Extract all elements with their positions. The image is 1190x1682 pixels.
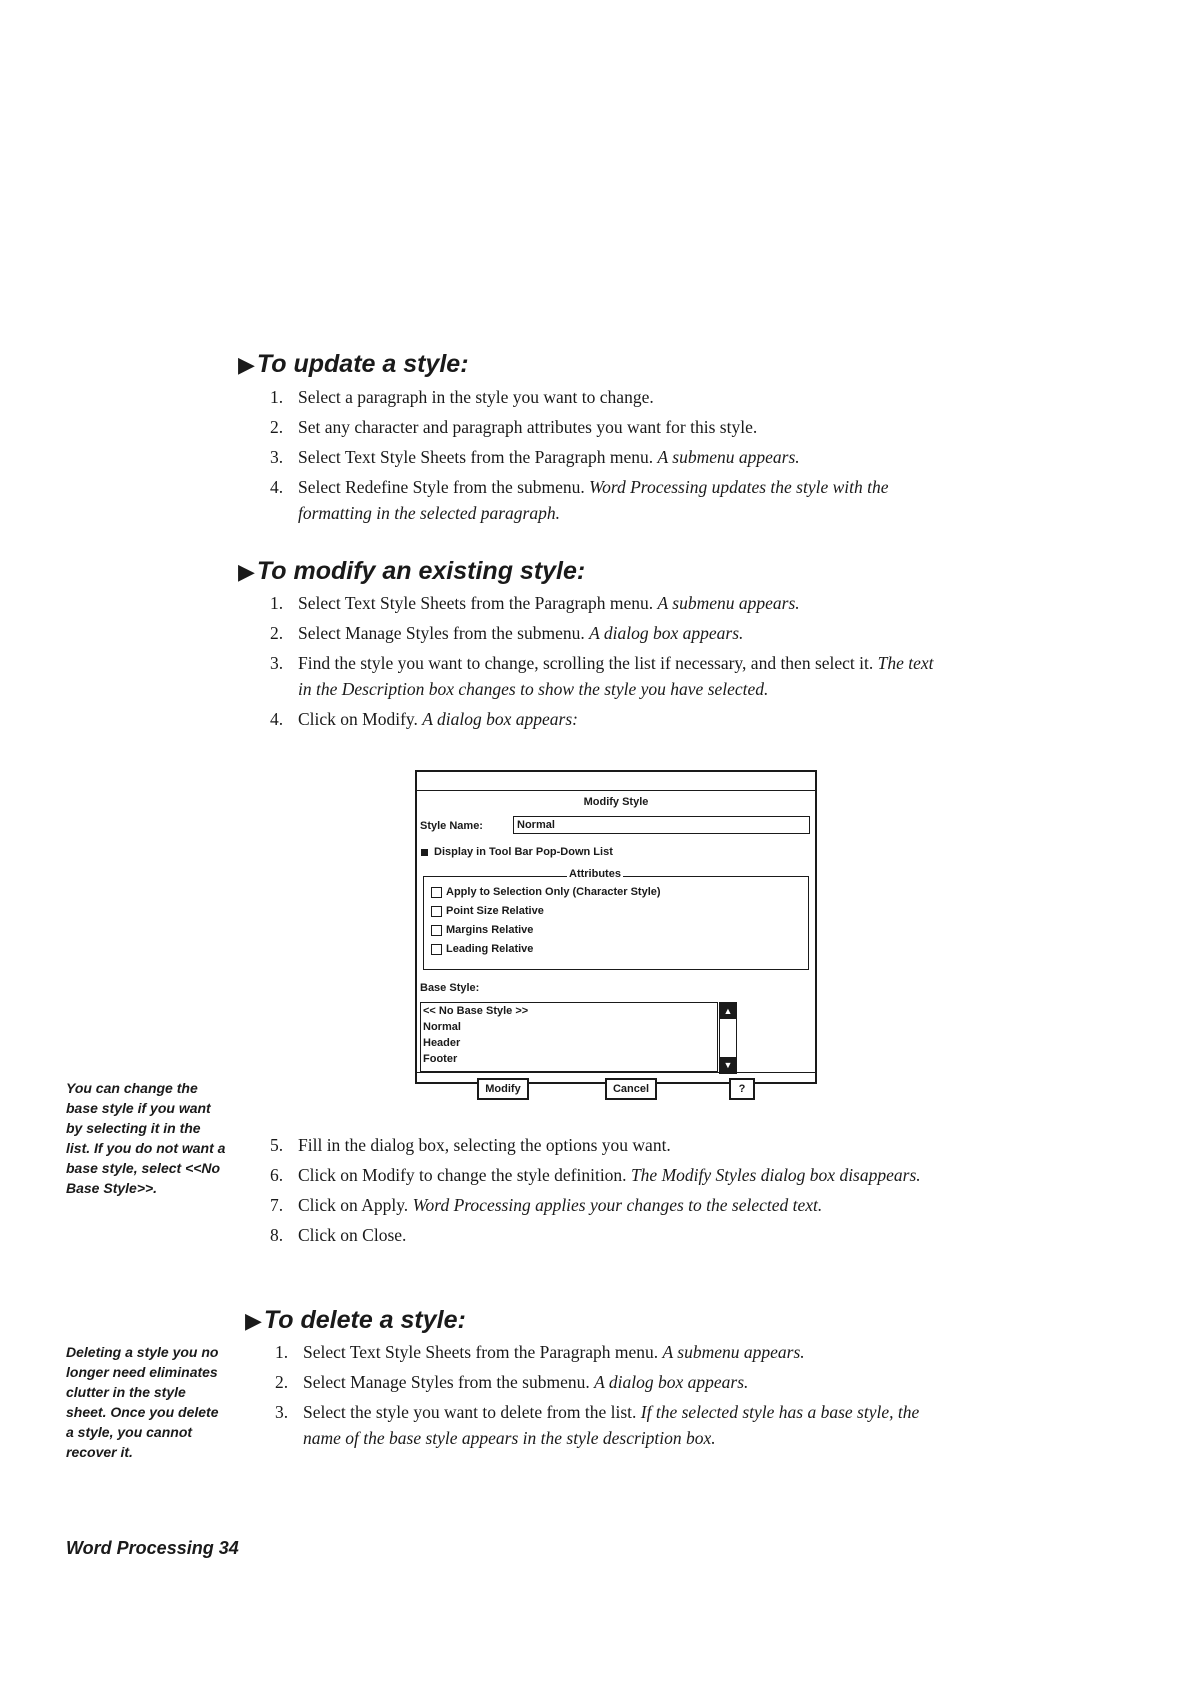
sidenote-base-style: You can change the base style if you want by selecting it in the list. If you do not want a base style, select <<No Base Style>>. [66, 1080, 226, 1196]
checkbox-checked-icon [421, 849, 428, 856]
list-item: 1. Select a paragraph in the style you want to change. [270, 387, 654, 407]
page-footer [66, 1538, 239, 1559]
checkbox-icon [431, 887, 442, 898]
heading-text: To delete a style: [263, 1306, 466, 1334]
base-style-label: Base Style: [420, 982, 480, 994]
margins-relative-checkbox[interactable]: Margins Relative [431, 924, 533, 936]
cancel-button[interactable]: Cancel [605, 1078, 657, 1100]
list-item: 2. Select Manage Styles from the submenu. A dialog box appears. [270, 623, 744, 643]
checkbox-icon [431, 944, 442, 955]
list-item: 6. Click on Modify to change the style definition. The Modify Styles dialog box disappears. [270, 1165, 921, 1185]
update-steps [270, 384, 950, 530]
checkbox-icon [431, 906, 442, 917]
list-item: 7. Click on Apply. Word Processing applies your changes to the selected text. [270, 1195, 823, 1215]
triangle-right-icon: ▶ [238, 558, 255, 584]
apply-to-selection-checkbox[interactable]: Apply to Selection Only (Character Style) [431, 886, 661, 898]
heading-text: To update a style: [256, 350, 469, 378]
dialog-title-bar [417, 790, 815, 791]
arrow-down-icon[interactable]: ▼ [720, 1057, 736, 1073]
list-item: 1. Select Text Style Sheets from the Paragraph menu. A submenu appears. [270, 593, 800, 613]
base-style-list[interactable] [420, 1002, 718, 1072]
list-item: 3. Find the style you want to change, scrolling the list if necessary, and then select it. The text in the Description box changes to show the style you have selected. [270, 653, 934, 699]
triangle-right-icon: ▶ [238, 351, 255, 377]
sidenote-delete-style: Deleting a style you no longer need eliminates clutter in the style sheet. Once you delete a style, you cannot recover it. [66, 1344, 219, 1460]
triangle-right-icon: ▶ [245, 1307, 262, 1333]
list-item: 3. Select Text Style Sheets from the Paragraph menu. A submenu appears. [270, 447, 800, 467]
leading-relative-checkbox[interactable]: Leading Relative [431, 943, 533, 955]
list-item: 2. Set any character and paragraph attributes you want for this style. [270, 417, 758, 437]
help-button[interactable]: ? [729, 1078, 755, 1100]
modify-steps [270, 590, 950, 736]
list-item: 8. Click on Close. [270, 1225, 407, 1245]
point-size-relative-checkbox[interactable]: Point Size Relative [431, 905, 544, 917]
list-item[interactable]: << No Base Style >> [423, 1005, 529, 1017]
checkbox-icon [431, 925, 442, 936]
list-item: 1. Select Text Style Sheets from the Paragraph menu. A submenu appears. [275, 1342, 805, 1362]
list-item: 5. Fill in the dialog box, selecting the options you want. [270, 1135, 671, 1155]
page-number: 34 [218, 1538, 239, 1558]
footer-label: Word Processing [66, 1538, 214, 1558]
heading-delete-style [245, 1306, 466, 1335]
heading-modify-style [238, 557, 585, 586]
heading-update-style [238, 350, 469, 379]
dialog-title: Modify Style [583, 796, 649, 808]
attributes-label: Attributes [569, 868, 621, 880]
list-item: 4. Click on Modify. A dialog box appears: [270, 709, 578, 729]
list-item[interactable]: Header [423, 1037, 461, 1049]
heading-text: To modify an existing style: [256, 557, 586, 585]
arrow-up-icon[interactable]: ▲ [720, 1003, 736, 1019]
list-item: 3. Select the style you want to delete from the list. If the selected style has a base style, the name of the base style appears in the style description box. [275, 1402, 920, 1448]
modify-button[interactable]: Modify [477, 1078, 529, 1100]
base-style-scrollbar[interactable] [719, 1002, 737, 1074]
display-option-label: Display in Tool Bar Pop-Down List [434, 846, 613, 858]
display-in-toolbar-checkbox[interactable] [421, 846, 613, 858]
delete-steps [275, 1339, 955, 1455]
style-name-input[interactable]: Normal [513, 816, 810, 834]
list-item: 4. Select Redefine Style from the submenu. Word Processing updates the style with the formatting in the selected paragraph. [270, 477, 889, 523]
list-item[interactable]: Footer [423, 1053, 458, 1065]
modify-steps-continued [270, 1132, 950, 1252]
button-row-divider [417, 1072, 815, 1073]
list-item: 2. Select Manage Styles from the submenu. A dialog box appears. [275, 1372, 749, 1392]
modify-style-dialog [415, 770, 817, 1095]
style-name-label: Style Name: [420, 820, 483, 832]
list-item[interactable]: Normal [423, 1021, 461, 1033]
